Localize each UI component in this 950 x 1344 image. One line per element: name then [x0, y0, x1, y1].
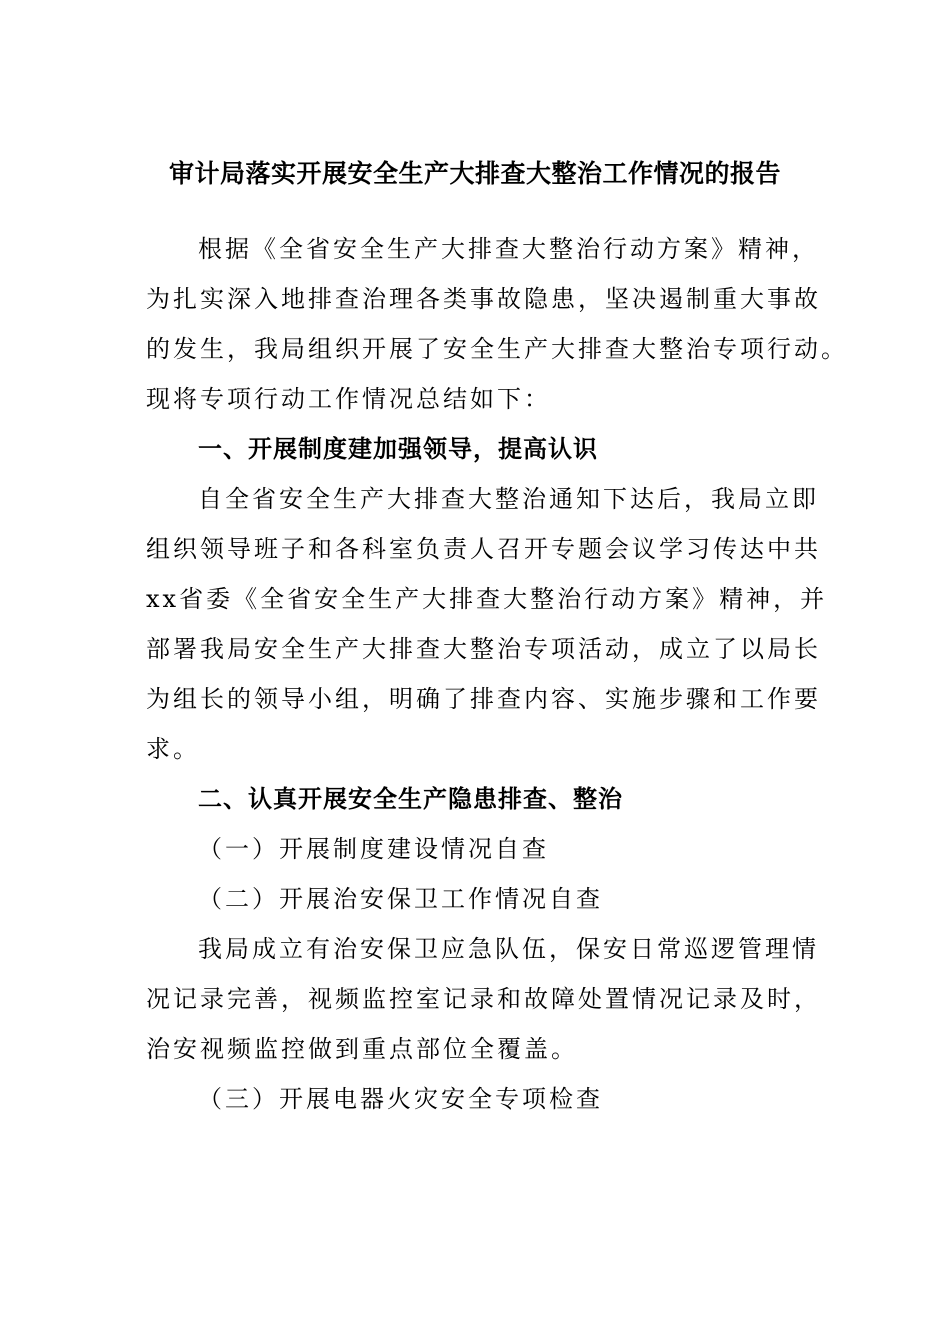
intro-line-4: 现将专项行动工作情况总结如下：: [146, 385, 551, 413]
section-2-heading: 二、认真开展安全生产隐患排查、整治: [198, 785, 623, 813]
section-1-heading: 一、开展制度建加强领导，提高认识: [198, 435, 598, 463]
intro-line-3: 的发生，我局组织开展了安全生产大排查大整治专项行动。: [146, 335, 848, 363]
section-2-sub-2-line-3: 治安视频监控做到重点部位全覆盖。: [146, 1035, 578, 1063]
section-1-line-6: 求。: [146, 735, 200, 763]
section-1-line-4: 部署我局安全生产大排查大整治专项活动，成立了以局长: [146, 635, 821, 663]
section-1-line-2: 组织领导班子和各科室负责人召开专题会议学习传达中共: [146, 535, 821, 563]
intro-line-1: 根据《全省安全生产大排查大整治行动方案》精神，: [198, 235, 819, 263]
document-title: 审计局落实开展安全生产大排查大整治工作情况的报告: [168, 159, 781, 188]
section-2-sub-2-line-1: 我局成立有治安保卫应急队伍，保安日常巡逻管理情: [198, 935, 819, 963]
intro-line-2: 为扎实深入地排查治理各类事故隐患，坚决遏制重大事故: [146, 285, 821, 313]
section-1-line-5: 为组长的领导小组，明确了排查内容、实施步骤和工作要: [146, 685, 821, 713]
section-2-sub-1: （一）开展制度建设情况自查: [198, 835, 549, 863]
section-1-line-1: 自全省安全生产大排查大整治通知下达后，我局立即: [198, 485, 819, 513]
section-2-sub-3: （三）开展电器火灾安全专项检查: [198, 1085, 603, 1113]
section-2-sub-2-line-2: 况记录完善，视频监控室记录和故障处置情况记录及时，: [146, 985, 821, 1013]
section-1-line-3: xx省委《全省安全生产大排查大整治行动方案》精神，并: [146, 585, 828, 613]
section-2-sub-2: （二）开展治安保卫工作情况自查: [198, 885, 603, 913]
